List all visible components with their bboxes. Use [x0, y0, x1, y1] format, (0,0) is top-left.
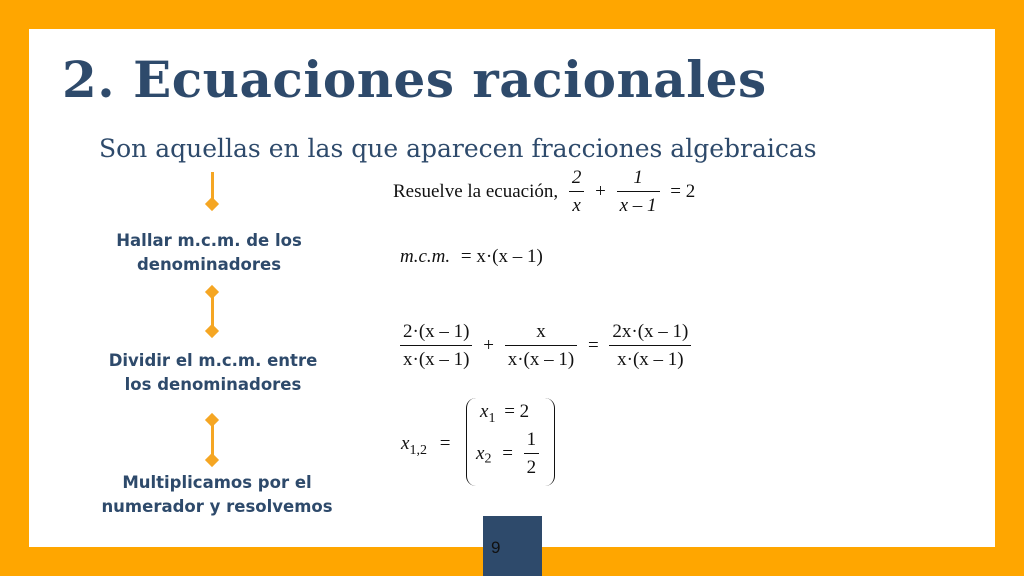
- div-frac3-numerator: 2x·(x – 1): [609, 322, 691, 346]
- problem-frac2-numerator: 1: [617, 168, 660, 192]
- solution-2-subscript: 2: [484, 451, 492, 467]
- divided-fraction-2: [505, 322, 577, 369]
- equals-sign: =: [439, 433, 451, 454]
- solution-variable: x: [401, 433, 410, 454]
- problem-frac2-denominator: x – 1: [619, 195, 657, 216]
- solution-2-fraction: [524, 430, 540, 477]
- solution-lhs: [401, 434, 450, 458]
- solution-2-denominator: 2: [526, 457, 537, 478]
- div-frac3-denominator: x·(x – 1): [617, 349, 684, 370]
- solution-2: [476, 430, 539, 477]
- mcm-equation: [400, 247, 543, 266]
- solution-2-numerator: 1: [524, 430, 540, 454]
- step-3-line-1: Multiplicamos por el: [122, 473, 312, 492]
- problem-fraction-1: [569, 168, 585, 215]
- problem-rhs: = 2: [670, 181, 696, 202]
- solution-2-equals: =: [502, 443, 513, 464]
- div-frac1-numerator: 2·(x – 1): [400, 322, 472, 346]
- problem-frac1-denominator: x: [572, 195, 581, 216]
- slide-subtitle: Son aquellas en las que aparecen fracciones algebraicas: [99, 134, 817, 163]
- solution-brace-right: [540, 398, 555, 486]
- problem-equation: [393, 168, 701, 215]
- equals-sign: =: [587, 335, 599, 356]
- problem-prefix: Resuelve la ecuación,: [393, 181, 559, 202]
- mcm-lhs: m.c.m.: [400, 246, 451, 267]
- step-label-multiply: [87, 471, 347, 519]
- solution-1: [480, 402, 529, 426]
- step-3-line-2: numerador y resolvemos: [101, 497, 333, 516]
- mcm-rhs: = x·(x – 1): [460, 246, 543, 267]
- plus-sign: +: [595, 181, 606, 202]
- div-frac1-denominator: x·(x – 1): [403, 349, 470, 370]
- slide-title: 2. Ecuaciones racionales: [62, 50, 767, 109]
- solution-subscript: 1,2: [409, 442, 427, 458]
- divided-fraction-1: [400, 322, 472, 369]
- step-1-line-2: denominadores: [136, 255, 282, 274]
- page-number: 9: [491, 538, 501, 557]
- plus-sign: +: [483, 335, 494, 356]
- div-frac2-denominator: x·(x – 1): [507, 349, 575, 370]
- divided-fraction-3: [609, 322, 691, 369]
- problem-fraction-2: [617, 168, 660, 215]
- step-label-mcm: [79, 229, 339, 277]
- problem-frac1-numerator: 2: [569, 168, 585, 192]
- step-label-divide: [83, 349, 343, 397]
- solution-1-variable: x: [480, 401, 489, 422]
- solution-1-subscript: 1: [488, 410, 496, 426]
- step-1-line-1: Hallar m.c.m. de los: [116, 231, 302, 250]
- div-frac2-numerator: x: [505, 322, 577, 346]
- step-2-line-2: los denominadores: [124, 375, 302, 394]
- solution-1-value: = 2: [504, 401, 530, 422]
- step-2-line-1: Dividir el m.c.m. entre: [108, 351, 318, 370]
- solution-2-variable: x: [476, 443, 485, 464]
- divided-equation: [400, 322, 691, 369]
